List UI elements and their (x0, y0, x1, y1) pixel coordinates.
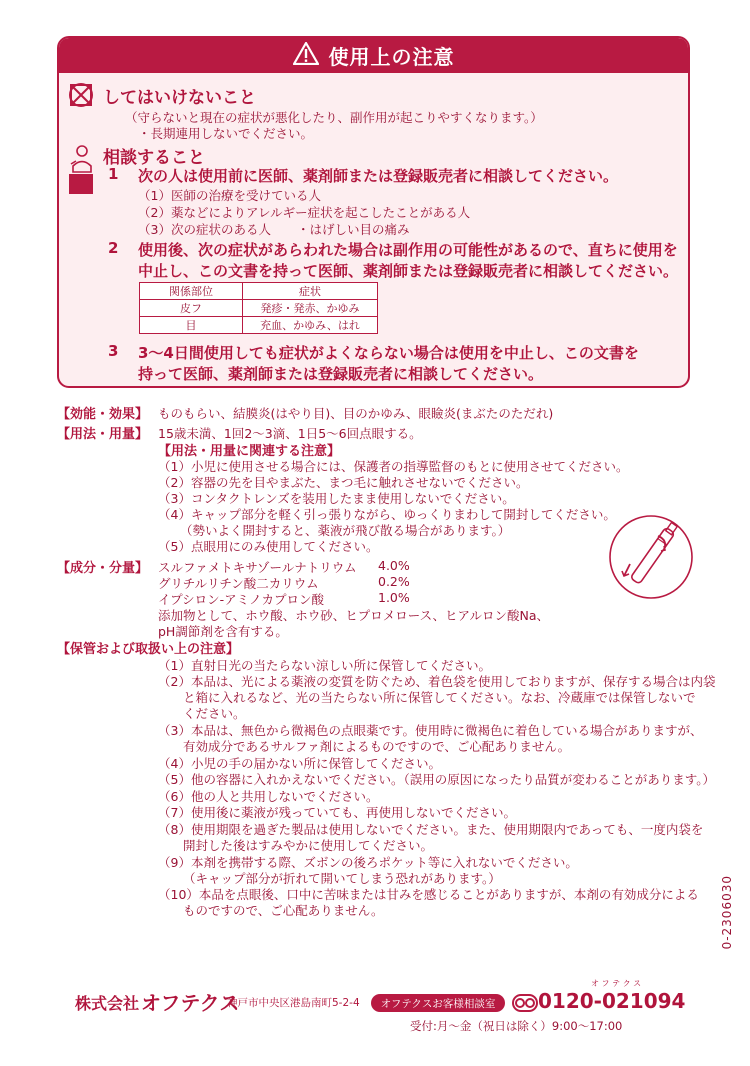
company-name: オフテクス (141, 991, 240, 1015)
ingredient-amount: 4.0% (378, 558, 410, 573)
storage-line: ください。 (183, 706, 246, 721)
storage-line: （6）他の人と共用しないでください。 (158, 789, 379, 804)
free-dial-icon (512, 994, 538, 1016)
storage-line: （4）小児の手の届かない所に保管してください。 (158, 756, 441, 771)
table-cell: 目 (140, 317, 243, 334)
consult-1-item: （2）薬などによりアレルギー症状を起こしたことがある人 (138, 205, 471, 220)
table-row (140, 317, 378, 334)
eyedrop-opening-icon (608, 514, 694, 604)
ingredient-name: スルファメトキサゾールナトリウム (158, 560, 357, 575)
prohibited-icon (68, 82, 94, 112)
dosage-item: （2）容器の先を目やまぶた、まつ毛に触れさせないでください。 (158, 475, 529, 490)
storage-line: （7）使用後に薬液が残っていても、再使用しないでください。 (158, 805, 516, 820)
table-cell: 発疹・発赤、かゆみ (243, 300, 378, 317)
dosage-item: （4）キャップ部分を軽く引っ張りながら、ゆっくりまわして開封してください。 (158, 507, 616, 522)
support-label: オフテクスお客様相談室 (371, 994, 505, 1012)
dont-note: （守らないと現在の症状が悪化したり、副作用が起こりやすくなります。） (125, 110, 543, 125)
additive-text: 添加物として、ホウ酸、ホウ砂、ヒプロメロース、ヒアルロン酸Na、 (158, 608, 550, 623)
storage-line: と箱に入れるなど、光の当たらない所に保管してください。なお、冷蔵庫では保管しないで (183, 690, 696, 705)
warning-triangle-icon (293, 42, 319, 70)
company-address: 神戸市中央区港島南町5-2-4 (227, 997, 360, 1009)
consult-1-item: ・はげしい目の痛み (297, 222, 410, 237)
company-name-prefix: 株式会社 (75, 994, 140, 1013)
table-cell: 充血、かゆみ、はれ (243, 317, 378, 334)
consult-1-text: 次の人は使用前に医師、薬剤師または登録販売者に相談してください。 (138, 167, 619, 185)
storage-line: （2）本品は、光による薬液の変質を防ぐため、着色袋を使用しておりますが、保存する場合は内袋 (158, 674, 716, 689)
storage-label: 【保管および取扱い上の注意】 (57, 642, 240, 657)
dosage-item: （5）点眼用にのみ使用してください。 (158, 539, 379, 554)
caution-box (57, 36, 690, 388)
product-code: 0-2306030 (720, 875, 734, 950)
dosage-label: 【用法・用量】 (57, 427, 149, 442)
ingredient-amount: 1.0% (378, 590, 410, 605)
consult-1-item: （3）次の症状のある人 (138, 222, 271, 237)
dont-item: ・長期連用しないでください。 (138, 126, 314, 141)
consult-2-text: 中止し、この文書を持って医師、薬剤師または登録販売者に相談してください。 (138, 262, 679, 280)
table-header-row (140, 283, 378, 300)
consult-2-number: 2 (108, 239, 119, 257)
storage-line: （9）本剤を携帯する際、ズボンの後ろポケット等に入れないでください。 (158, 855, 578, 870)
ingredient-amount: 0.2% (378, 574, 410, 589)
consult-1-number: 1 (108, 165, 119, 183)
table-row (140, 300, 378, 317)
dosage-text: 15歳未満、1回2～3滴、1日5～6回点眼する。 (158, 426, 422, 441)
additive-text: pH調節剤を含有する。 (158, 624, 288, 639)
storage-line: ものですので、ご心配ありません。 (183, 903, 384, 918)
side-effects-table (139, 282, 378, 334)
storage-line: （8）使用期限を過ぎた製品は使用しないでください。また、使用期限内であっても、一度内袋を (158, 822, 704, 837)
efficacy-label: 【効能・効果】 (57, 407, 149, 422)
storage-line: 有効成分であるサルファ剤によるものですので、ご心配ありません。 (183, 739, 571, 754)
table-header: 関係部位 (140, 283, 243, 300)
consult-3-text: 持って医師、薬剤師または登録販売者に相談してください。 (138, 365, 544, 383)
table-cell: 皮フ (140, 300, 243, 317)
ingredient-name: グリチルリチン酸二カリウム (158, 576, 319, 591)
caution-title: 使用上の注意 (328, 45, 455, 69)
storage-line: （キャップ部分が折れて開いてしまう恐れがあります。） (183, 871, 501, 886)
support-hours: 受付:月～金（祝日は除く）9:00～17:00 (410, 1019, 623, 1033)
consult-person-icon (66, 144, 96, 198)
ingredients-label: 【成分・分量】 (57, 561, 149, 576)
storage-line: （10）本品を点眼後、口中に苦味または甘みを感じることがありますが、本剤の有効成分による (158, 887, 699, 902)
consult-heading: 相談すること (103, 148, 205, 168)
consult-3-text: 3～4日間使用しても症状がよくならない場合は使用を中止し、この文書を (138, 344, 639, 362)
dosage-item: （勢いよく開封すると、薬液が飛び散る場合があります。） (180, 523, 511, 538)
dont-heading: してはいけないこと (103, 88, 256, 108)
storage-line: （5）他の容器に入れかえないでください。（誤用の原因になったり品質が変わることがあります。） (158, 772, 715, 787)
consult-2-text: 使用後、次の症状があらわれた場合は副作用の可能性があるので、直ちに使用を (138, 241, 678, 259)
efficacy-text: ものもらい、結膜炎(はやり目)、目のかゆみ、眼瞼炎(まぶたのただれ) (158, 406, 554, 421)
table-header: 症状 (243, 283, 378, 300)
storage-line: （3）本品は、無色から微褐色の点眼薬です。使用時に微褐色に着色している場合がありますが、 (158, 723, 703, 738)
consult-3-number: 3 (108, 342, 119, 360)
dosage-sub-heading: 【用法・用量に関連する注意】 (158, 444, 341, 459)
storage-line: （1）直射日光の当たらない涼しい所に保管してください。 (158, 658, 491, 673)
dosage-item: （1）小児に使用させる場合には、保護者の指導監督のもとに使用させてください。 (158, 459, 629, 474)
consult-1-item: （1）医師の治療を受けている人 (138, 188, 321, 203)
phone-number: 0120-021094 (538, 989, 686, 1013)
ingredient-name: イプシロン-アミノカプロン酸 (158, 592, 325, 607)
caution-header (59, 38, 688, 73)
phone-ruby: オ フ テ ク ス (591, 979, 642, 988)
storage-line: 開封した後はすみやかに使用してください。 (183, 838, 434, 853)
dosage-item: （3）コンタクトレンズを装用したまま使用しないでください。 (158, 491, 515, 506)
